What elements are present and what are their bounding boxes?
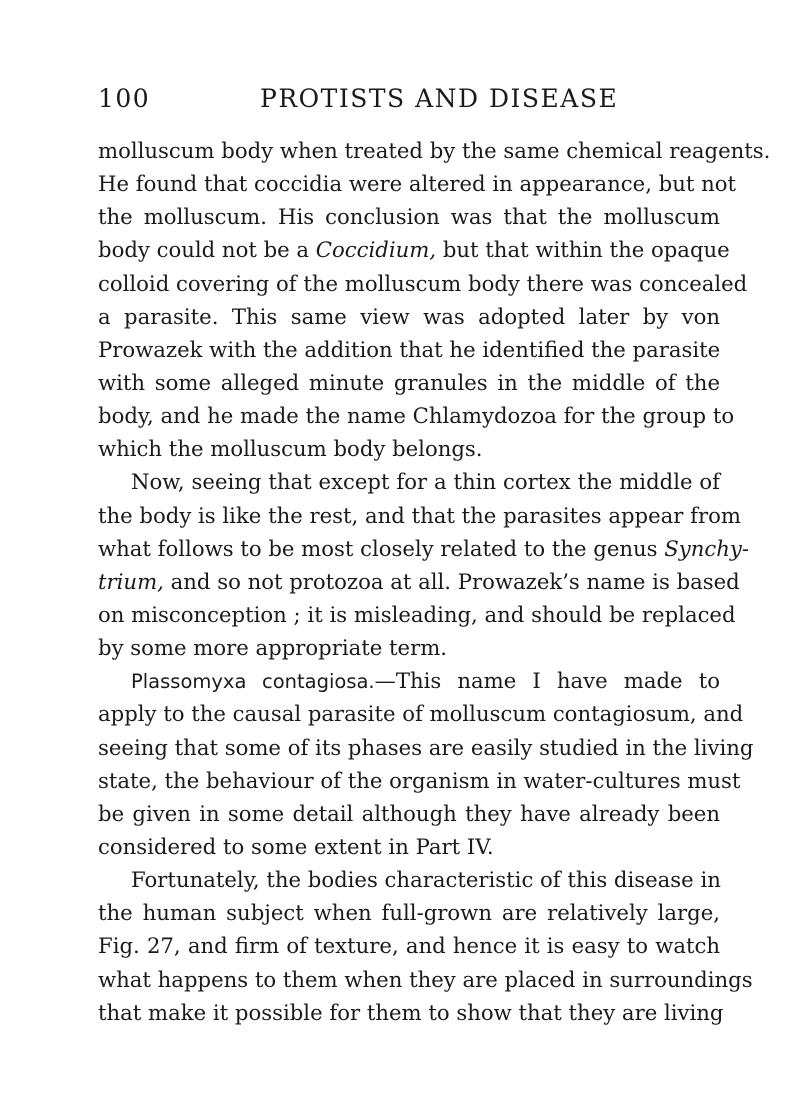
text-line: Prowazek with the addition that he identified the parasite bbox=[98, 336, 721, 362]
text-line: on misconception ; it is misleading, and should be replaced bbox=[98, 601, 736, 627]
text-line bbox=[98, 532, 750, 565]
text-line: which the molluscum body belongs. bbox=[98, 436, 483, 462]
text-line: He found that coccidia were altered in appearance, but not bbox=[98, 171, 737, 197]
italic-term: trium, bbox=[98, 568, 164, 594]
running-title: PROTISTS AND DISEASE bbox=[260, 84, 619, 113]
text-run: what follows to be most closely related to the genus bbox=[98, 535, 665, 561]
text-line: with some alleged minute granules in the middle of the bbox=[98, 369, 720, 395]
text-run: —This name I have made to bbox=[374, 668, 720, 694]
text-line bbox=[98, 664, 720, 697]
text-line: a parasite. This same view was adopted later by von bbox=[98, 303, 720, 329]
text-line: the molluscum. His conclusion was that the molluscum bbox=[98, 204, 720, 230]
text-line: considered to some extent in Part IV. bbox=[98, 833, 494, 859]
text-line: molluscum body when treated by the same chemical reagents. bbox=[98, 138, 771, 163]
page-number: 100 bbox=[98, 84, 151, 113]
text-line: the human subject when full-grown are relatively large, bbox=[98, 900, 720, 926]
text-line: seeing that some of its phases are easily studied in the living bbox=[98, 734, 754, 760]
text-run: body could not be a bbox=[98, 237, 316, 263]
text-line bbox=[98, 233, 730, 266]
italic-term: Synchy- bbox=[664, 535, 750, 561]
text-run: but that within the opaque bbox=[436, 237, 730, 263]
text-line: body, and he made the name Chlamydozoa for the group to bbox=[98, 403, 735, 429]
text-line: apply to the causal parasite of molluscum contagiosum, and bbox=[98, 701, 744, 727]
text-line: what happens to them when they are placed in surroundings bbox=[98, 966, 753, 992]
text-line: by some more appropriate term. bbox=[98, 635, 448, 661]
text-line: Fortunately, the bodies characteristic of this disease in bbox=[131, 867, 721, 893]
text-line: be given in some detail although they have already been bbox=[98, 800, 720, 826]
section-heading: Plassomyxa contagiosa. bbox=[131, 670, 375, 694]
text-line: state, the behaviour of the organism in water-cultures must bbox=[98, 767, 741, 793]
text-line: Now, seeing that except for a thin cortex the middle of bbox=[131, 469, 720, 495]
text-line: Fig. 27, and firm of texture, and hence it is easy to watch bbox=[98, 933, 720, 959]
italic-term: Coccidium, bbox=[315, 237, 437, 263]
text-run: and so not protozoa at all. Prowazek’s name is based bbox=[163, 568, 740, 594]
body-text bbox=[98, 134, 771, 1029]
text-line bbox=[98, 565, 740, 598]
running-head bbox=[98, 84, 718, 118]
text-line: colloid covering of the molluscum body there was concealed bbox=[98, 270, 748, 296]
text-line: the body is like the rest, and that the parasites appear from bbox=[98, 502, 741, 528]
text-line: that make it possible for them to show that they are living bbox=[98, 999, 724, 1025]
